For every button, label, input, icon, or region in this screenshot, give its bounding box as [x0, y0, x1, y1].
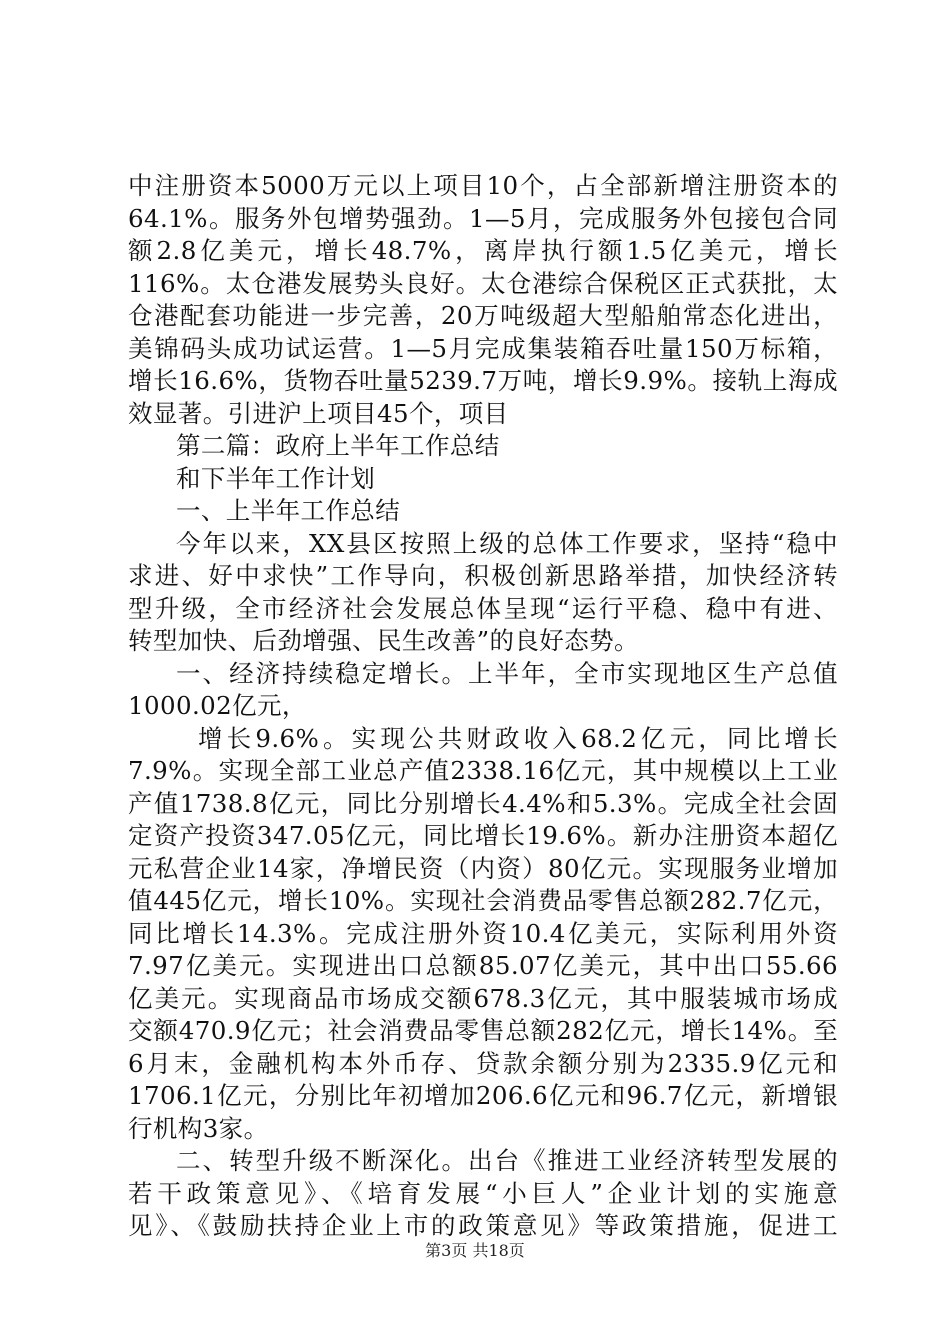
- section-heading: 第二篇：政府上半年工作总结: [176, 431, 500, 460]
- text-line: 1000.02亿元，: [128, 691, 307, 720]
- text-line: 元私营企业14家，净增民资（内资）80亿元。实现服务业增加: [128, 853, 838, 883]
- text-line: 同比增长14.3%。完成注册外资10.4亿美元，实际利用外资: [128, 918, 838, 948]
- text-line: 求进、好中求快”工作导向，积极创新思路举措，加快经济转: [128, 561, 838, 590]
- text-line: 一、经济持续稳定增长。上半年，全市实现地区生产总值: [176, 658, 838, 688]
- text-line: 二、转型升级不断深化。出台《推进工业经济转型发展的: [176, 1146, 838, 1175]
- section-heading: 和下半年工作计划: [176, 463, 376, 493]
- text-line: 7.97亿美元。实现进出口总额85.07亿美元，其中出口55.66: [128, 951, 838, 980]
- document-body: [128, 170, 838, 1243]
- text-line: 64.1%。服务外包增势强劲。1—5月，完成服务外包接包合同: [128, 203, 838, 233]
- text-line: 1706.1亿元，分别比年初增加206.6亿元和96.7亿元，新增银: [128, 1081, 838, 1110]
- subsection-heading: 一、上半年工作总结: [176, 496, 401, 525]
- text-line: 6月末，金融机构本外币存、贷款余额分别为2335.9亿元和: [128, 1048, 838, 1078]
- text-line: 若干政策意见》、《培育发展“小巨人”企业计划的实施意: [128, 1178, 838, 1208]
- text-line: 行机构3家。: [128, 1113, 269, 1143]
- text-line: 值445亿元，增长10%。实现社会消费品零售总额282.7亿元，: [128, 886, 838, 915]
- text-line: 效显著。引进沪上项目45个，项目: [128, 398, 509, 428]
- text-line: 116%。太仓港发展势头良好。太仓港综合保税区正式获批，太: [128, 268, 838, 298]
- text-line: 产值1738.8亿元，同比分别增长4.4%和5.3%。完成全社会固: [128, 788, 838, 818]
- text-line: 美锦码头成功试运营。1—5月完成集装箱吞吐量150万标箱，: [128, 333, 838, 363]
- text-line: 中注册资本5000万元以上项目10个，占全部新增注册资本的: [128, 171, 838, 200]
- text-line: 转型加快、后劲增强、民生改善”的良好态势。: [128, 626, 639, 655]
- text-line: 交额470.9亿元；社会消费品零售总额282亿元，增长14%。至: [128, 1016, 838, 1045]
- text-line: 额2.8亿美元，增长48.7%，离岸执行额1.5亿美元，增长: [128, 236, 838, 265]
- text-line: 定资产投资347.05亿元，同比增长19.6%。新办注册资本超亿: [128, 821, 838, 850]
- text-line: 见》、《鼓励扶持企业上市的政策意见》等政策措施，促进工: [128, 1211, 838, 1240]
- page-number-footer: 第3页 共18页: [425, 1241, 525, 1260]
- text-line: 增长9.6%。实现公共财政收入68.2亿元，同比增长: [198, 723, 838, 753]
- text-line: 亿美元。实现商品市场成交额678.3亿元，其中服装城市场成: [128, 983, 838, 1013]
- text-line: 仓港配套功能进一步完善，20万吨级超大型船舶常态化进出，: [128, 301, 838, 330]
- text-line: 型升级，全市经济社会发展总体呈现“运行平稳、稳中有进、: [128, 593, 838, 623]
- text-line: 今年以来，XX县区按照上级的总体工作要求，坚持“稳中: [176, 528, 838, 558]
- text-line: 增长16.6%，货物吞吐量5239.7万吨，增长9.9%。接轨上海成: [128, 366, 838, 395]
- text-line: 7.9%。实现全部工业总产值2338.16亿元，其中规模以上工业: [128, 756, 838, 785]
